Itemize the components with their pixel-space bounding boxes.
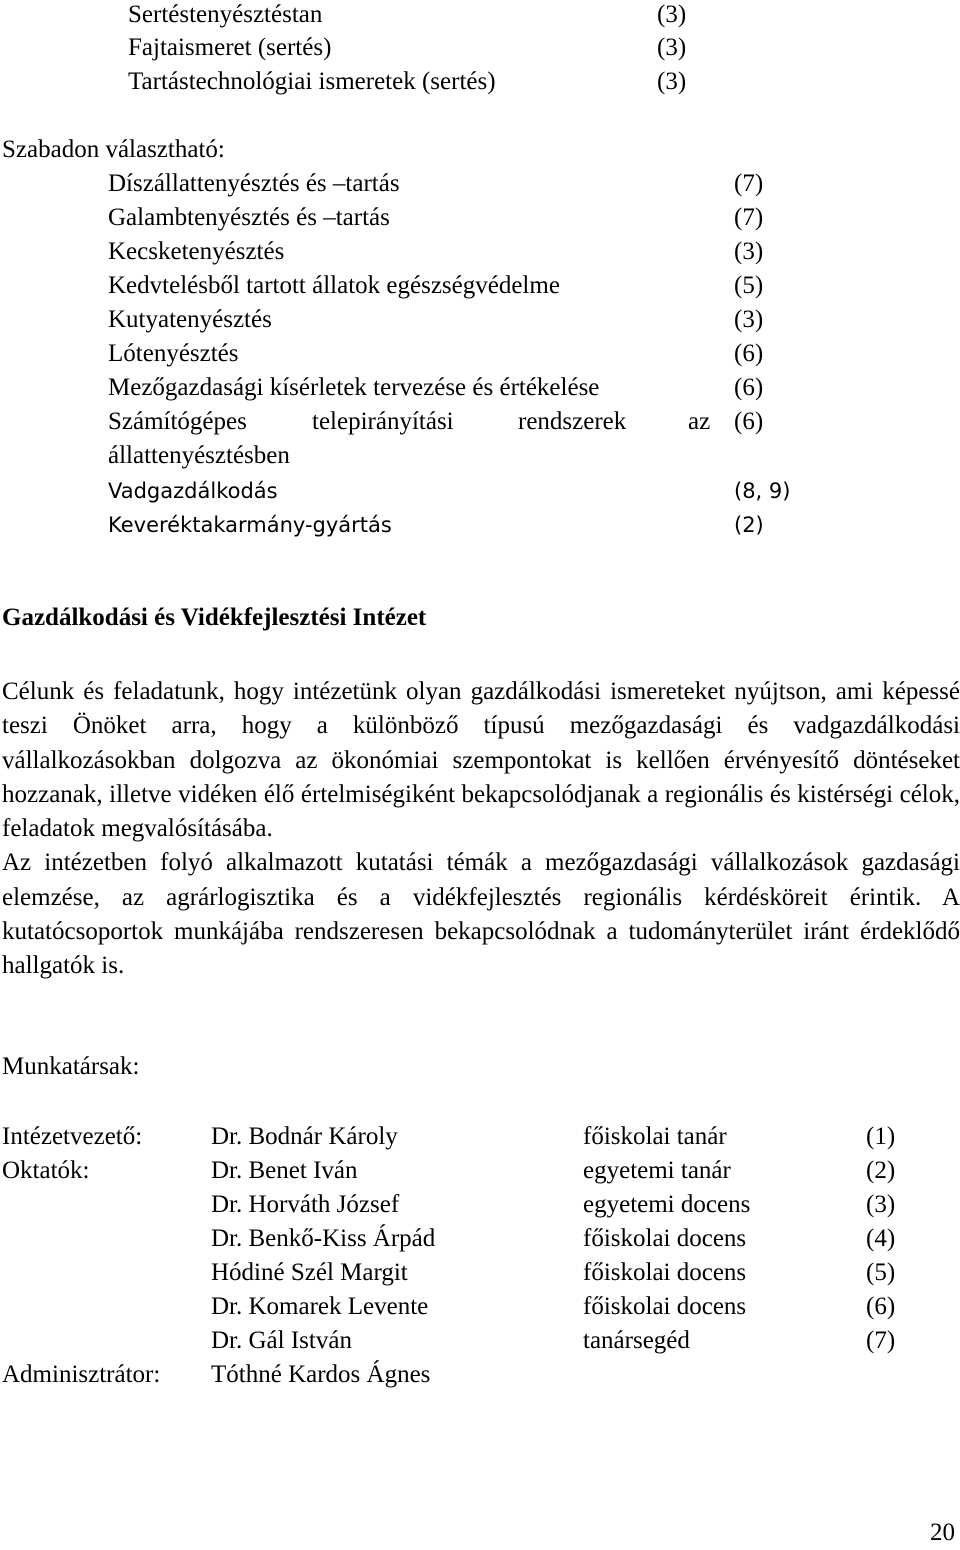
staff-row bbox=[0, 1156, 960, 1186]
elective-name: Keveréktakarmány-gyártás bbox=[108, 513, 392, 537]
paragraph-goals: Célunk és feladatunk, hogy intézetünk olyan gazdálkodási ismereteket nyújtson, ami képessé teszi Önöket arra, hogy a különböző típusú mezőgazdasági és vadgazdálkodási vállalkozásokban dolgozva az ökonómiai szempontokat is kellően érvényesítő döntéseket hozzanak, illetve vidéken élő értelmiségiként bekapcsolódjanak a regionális és kistérségi célok, feladatok megvalósításába. bbox=[2, 678, 960, 843]
elective-code: (7) bbox=[734, 204, 764, 231]
elective-name: Kutyatenyésztés bbox=[108, 306, 272, 333]
course-name: Fajtaismeret (sertés) bbox=[128, 34, 332, 61]
staff-number: (4) bbox=[866, 1225, 896, 1252]
elective-row bbox=[0, 407, 960, 437]
course-row bbox=[0, 33, 960, 63]
elective-name-cont: állattenyésztésben bbox=[108, 442, 290, 469]
course-row bbox=[0, 67, 960, 97]
staff-row bbox=[0, 1122, 960, 1152]
elective-row bbox=[0, 203, 960, 233]
elective-name-word: Számítógépes bbox=[108, 408, 247, 435]
course-code: (3) bbox=[657, 68, 687, 95]
staff-name: Dr. Gál István bbox=[211, 1327, 352, 1354]
staff-title: egyetemi tanár bbox=[583, 1157, 731, 1184]
staff-name: Dr. Benet Iván bbox=[211, 1157, 358, 1184]
elective-name: Kedvtelésből tartott állatok egészségvédelme bbox=[108, 272, 560, 299]
staff-row bbox=[0, 1190, 960, 1220]
staff-title: főiskolai docens bbox=[583, 1225, 747, 1252]
staff-number: (5) bbox=[866, 1259, 896, 1286]
staff-title: főiskolai docens bbox=[583, 1293, 747, 1320]
elective-row bbox=[0, 510, 960, 540]
staff-title: főiskolai docens bbox=[583, 1259, 747, 1286]
elective-code: (5) bbox=[734, 272, 764, 299]
staff-row bbox=[0, 1360, 960, 1390]
course-name: Tartástechnológiai ismeretek (sertés) bbox=[128, 68, 496, 95]
elective-name-word: telepirányítási bbox=[312, 408, 454, 435]
elective-name-word: rendszerek bbox=[518, 408, 627, 435]
staff-number: (6) bbox=[866, 1293, 896, 1320]
staff-name: Hódiné Szél Margit bbox=[211, 1259, 408, 1286]
elective-code: (7) bbox=[734, 170, 764, 197]
staff-name: Dr. Horváth József bbox=[211, 1191, 400, 1218]
staff-heading: Munkatársak: bbox=[2, 1053, 140, 1080]
staff-name: Dr. Komarek Levente bbox=[211, 1293, 429, 1320]
elective-row bbox=[0, 476, 960, 506]
course-row bbox=[0, 0, 960, 30]
institute-heading: Gazdálkodási és Vidékfejlesztési Intézet bbox=[2, 604, 427, 631]
elective-code: (6) bbox=[734, 374, 764, 401]
elective-name: Galambtenyésztés és –tartás bbox=[108, 204, 390, 231]
staff-name: Tóthné Kardos Ágnes bbox=[211, 1361, 431, 1388]
elective-name: Vadgazdálkodás bbox=[108, 479, 278, 503]
elective-row bbox=[0, 271, 960, 301]
elective-code: (6) bbox=[734, 340, 764, 367]
elective-name: Díszállattenyésztés és –tartás bbox=[108, 170, 400, 197]
staff-row bbox=[0, 1258, 960, 1288]
elective-code: (3) bbox=[734, 306, 764, 333]
paragraph-research: Az intézetben folyó alkalmazott kutatási témák a mezőgazdasági vállalkozások gazdasági elemzése, az agrárlogisztika és a vidékfejlesztés regionális kérdésköreit érintik. A kutatócsoportok munkájába rendszeresen bekapcsolódnak a tudományterület iránt érdeklődő hallgatók is. bbox=[2, 849, 960, 980]
staff-row bbox=[0, 1224, 960, 1254]
elective-code: (8, 9) bbox=[734, 479, 791, 503]
elective-row-continuation bbox=[0, 441, 960, 471]
institute-description bbox=[2, 675, 960, 984]
staff-title: tanársegéd bbox=[583, 1327, 690, 1354]
elective-label: Szabadon választható: bbox=[2, 136, 225, 163]
staff-row bbox=[0, 1292, 960, 1322]
staff-number: (3) bbox=[866, 1191, 896, 1218]
elective-row bbox=[0, 237, 960, 267]
staff-title: főiskolai tanár bbox=[583, 1123, 727, 1150]
course-name: Sertéstenyésztéstan bbox=[128, 1, 323, 28]
staff-role: Adminisztrátor: bbox=[2, 1361, 161, 1388]
elective-row bbox=[0, 373, 960, 403]
staff-name: Dr. Bodnár Károly bbox=[211, 1123, 398, 1150]
elective-row bbox=[0, 305, 960, 335]
elective-row bbox=[0, 169, 960, 199]
staff-name: Dr. Benkő-Kiss Árpád bbox=[211, 1225, 436, 1252]
elective-code: (3) bbox=[734, 238, 764, 265]
page-number: 20 bbox=[930, 1519, 955, 1546]
elective-row bbox=[0, 339, 960, 369]
elective-code: (2) bbox=[734, 513, 764, 537]
staff-role: Intézetvezető: bbox=[2, 1123, 143, 1150]
elective-code: (6) bbox=[734, 408, 764, 435]
staff-role: Oktatók: bbox=[2, 1157, 90, 1184]
elective-name: Kecsketenyésztés bbox=[108, 238, 285, 265]
elective-name: Mezőgazdasági kísérletek tervezése és értékelése bbox=[108, 374, 600, 401]
staff-number: (2) bbox=[866, 1157, 896, 1184]
staff-number: (7) bbox=[866, 1327, 896, 1354]
staff-row bbox=[0, 1326, 960, 1356]
course-code: (3) bbox=[657, 1, 687, 28]
course-code: (3) bbox=[657, 34, 687, 61]
elective-name: Lótenyésztés bbox=[108, 340, 239, 367]
staff-number: (1) bbox=[866, 1123, 896, 1150]
elective-name-word: az bbox=[688, 408, 711, 435]
staff-title: egyetemi docens bbox=[583, 1191, 751, 1218]
